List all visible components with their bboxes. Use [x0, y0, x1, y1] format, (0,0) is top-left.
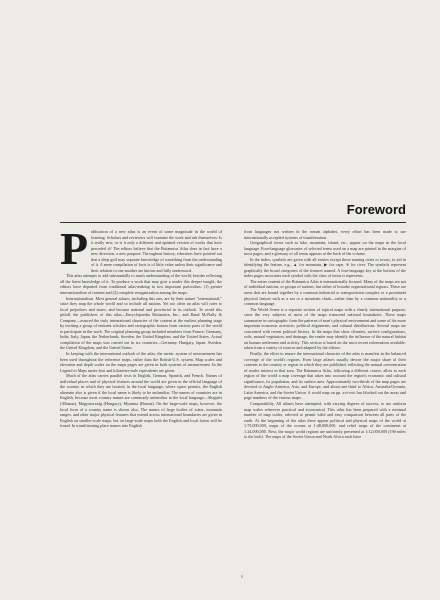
- paragraph: from languages not written in the roman alphabet, every effort has been made to use internationally accepted systems of transliteration.: [244, 229, 406, 240]
- paragraph: Comparability. All atlases have attempted, with varying degrees of success, to use uniform map scales wherever practical and economical. This atlas has been prepared with a minimal number of map scales, selected to permit valid and easy comparison between all parts of the earth. At the beginning of the atlas there appear political and physical maps of the world at 1:75,000,000, maps of the oceans at 1:48,000,000, and relief maps of the continents at 1:24,000,000. Next, the major world regions are uniformly presented at 1:12,000,000 (190 miles to the inch). The maps of the Soviet Union and North Africa each have: [244, 400, 406, 440]
- paragraph: In the index, symbols are given with all entries except those naming cities or towns, to aid in identifying the feature, e.g., ▲ for mountain, ▶ for cape, ≋ for river. The symbols represent graphically the broad categories of the features named. A four-language key at the bottom of the index pages associates each symbol with the class of terms it represents.: [244, 256, 406, 279]
- paragraph: In keeping with the international outlook of the atlas, the metric system of measurement has been used throughout the reference maps, rather than the British-U.S. system. Map scales and elevation and depth scales on the maps pages are given in both systems of measurement. In the Legend to Maps meter-foot and kilometer-mile equivalents are given.: [60, 351, 222, 373]
- paragraph: Internationalism. Most general atlases, including this one, are by their nature "international," since they map the whole world and so include all nations. Yet too often an atlas will cater to local prejudices and tastes, and become national and provincial in its outlook. To avoid this pitfall, the publishers of this atlas—Encyclopaedia Britannica, Inc., and Rand McNally & Company—assured the truly international character of the content at the earliest planning stage by inviting a group of eminent scholars and cartographic houses from various parts of the world to participate in the work. The original planning group included members from France, Germany, India, Italy, Japan, the Netherlands, Sweden, the United Kingdom, and the United States. Actual compilation of the maps was carried out in six countries—Germany, Hungary, Japan, Sweden, the United Kingdom, and the United States.: [60, 295, 222, 351]
- page-number: [0, 575, 440, 580]
- paragraph-text: ublication of a new atlas is an event of some magnitude in the world of learning. Scholars and reviewers will examine the work and ask themselves: Is it really new, or is it only a different and updated version of works that have preceded it? The editors believe that the Britannica Atlas does in fact have a new direction, a new purpose. Throughout history, educators have pointed out that a deep gulf may separate knowledge of something from the understanding of it. A mere compilation of facts is of little value unless their significance and their relation to one another are known and fully understood.: [91, 229, 222, 273]
- paragraph: The World Scene is a separate section of topical maps with a clearly international purpose, since the very subjects of most of the maps transcend national boundaries. These maps summarize in cartographic form the patterns of man's physical environment and some of his more important economic activities, political alignments, and cultural distributions. Several maps are concerned with recent political history. In the maps that show climates, surface configurations, soils, natural vegetation, and drainage, the reader may identify the influence of the natural habitat on human settlement and activity. This section is based on the most recent information available, taken from a variety of sources and adapted by the editors.: [244, 306, 406, 351]
- paragraph: This atlas attempts to add substantially to man's understanding of the world, besides reflecting all the latest knowledge of it. To produce a work that may give a reader this deeper insight, the editors have departed from traditional atlas-making in two important particulars: (1) greater internationalism of content and (2) complete reorganization among the maps.: [60, 273, 222, 296]
- paragraph: Finally, the effort to ensure the international character of the atlas is manifest in the balanced coverage of the world's regions. Even large atlases usually devote the major share of their contents to the country or region in which they are published, reflecting the natural concentration of reader interest in that area. The Britannica Atlas, following a different course, allots to each region of the world a map coverage that takes into account the region's economic and cultural significance, its population, and its surface area. Approximately two-thirds of the map pages are devoted to Anglo-America, Asia, and Europe, and about one-third to Africa, Australia/Oceania, Latin America, and the Soviet Union. A world map on pp. xvi-xvii has blocked out the areas and page numbers of the various maps.: [244, 351, 406, 401]
- page-number-text: v: [240, 575, 244, 580]
- page-heading: Foreword: [346, 202, 406, 217]
- opening-paragraph: [60, 223, 222, 274]
- right-column: [244, 229, 406, 440]
- left-column: [60, 223, 222, 429]
- paragraph: The entire content of the Britannica Atlas is internationally focused. Many of the maps are not of individual nations, or groups of nations, but rather of broader organizational regions. These are areas that are bound together by a common industrial or transportation complex or a prominent physical feature such as a sea or a mountain chain—rather than by a common nationality or a common language.: [244, 278, 406, 307]
- heading-rule: [60, 222, 406, 223]
- drop-cap: P: [60, 223, 89, 274]
- paragraph: Geographical terms such as lake, mountain, island, etc., appear on the maps in the local language. Four-language glossaries of selected terms used on a map are printed in the margins of most pages, and a glossary of all terms appears at the back of the volume.: [244, 240, 406, 257]
- paragraph: Much of the atlas carries parallel texts in English, German, Spanish, and French. Names of individual places and of physical features around the world are given in the official language of the country in which they are located, in the local language, where space permits, the English alternate also is given if the local name is likely to be unfamiliar. The names of countries are in English, because most country names are commonly unfamiliar in the local language—Shqipëri (Albania), Magyarország (Hungary), Myanma (Burma). On the large-scale maps, however, the local form of a country name is shown also. The names of large bodies of water, mountain ranges, and other major physical features that extend across international boundaries are given in English on smaller-scale maps, but on large-scale maps both the English and local forms will be found. In transliterating place names into English: [60, 373, 222, 429]
